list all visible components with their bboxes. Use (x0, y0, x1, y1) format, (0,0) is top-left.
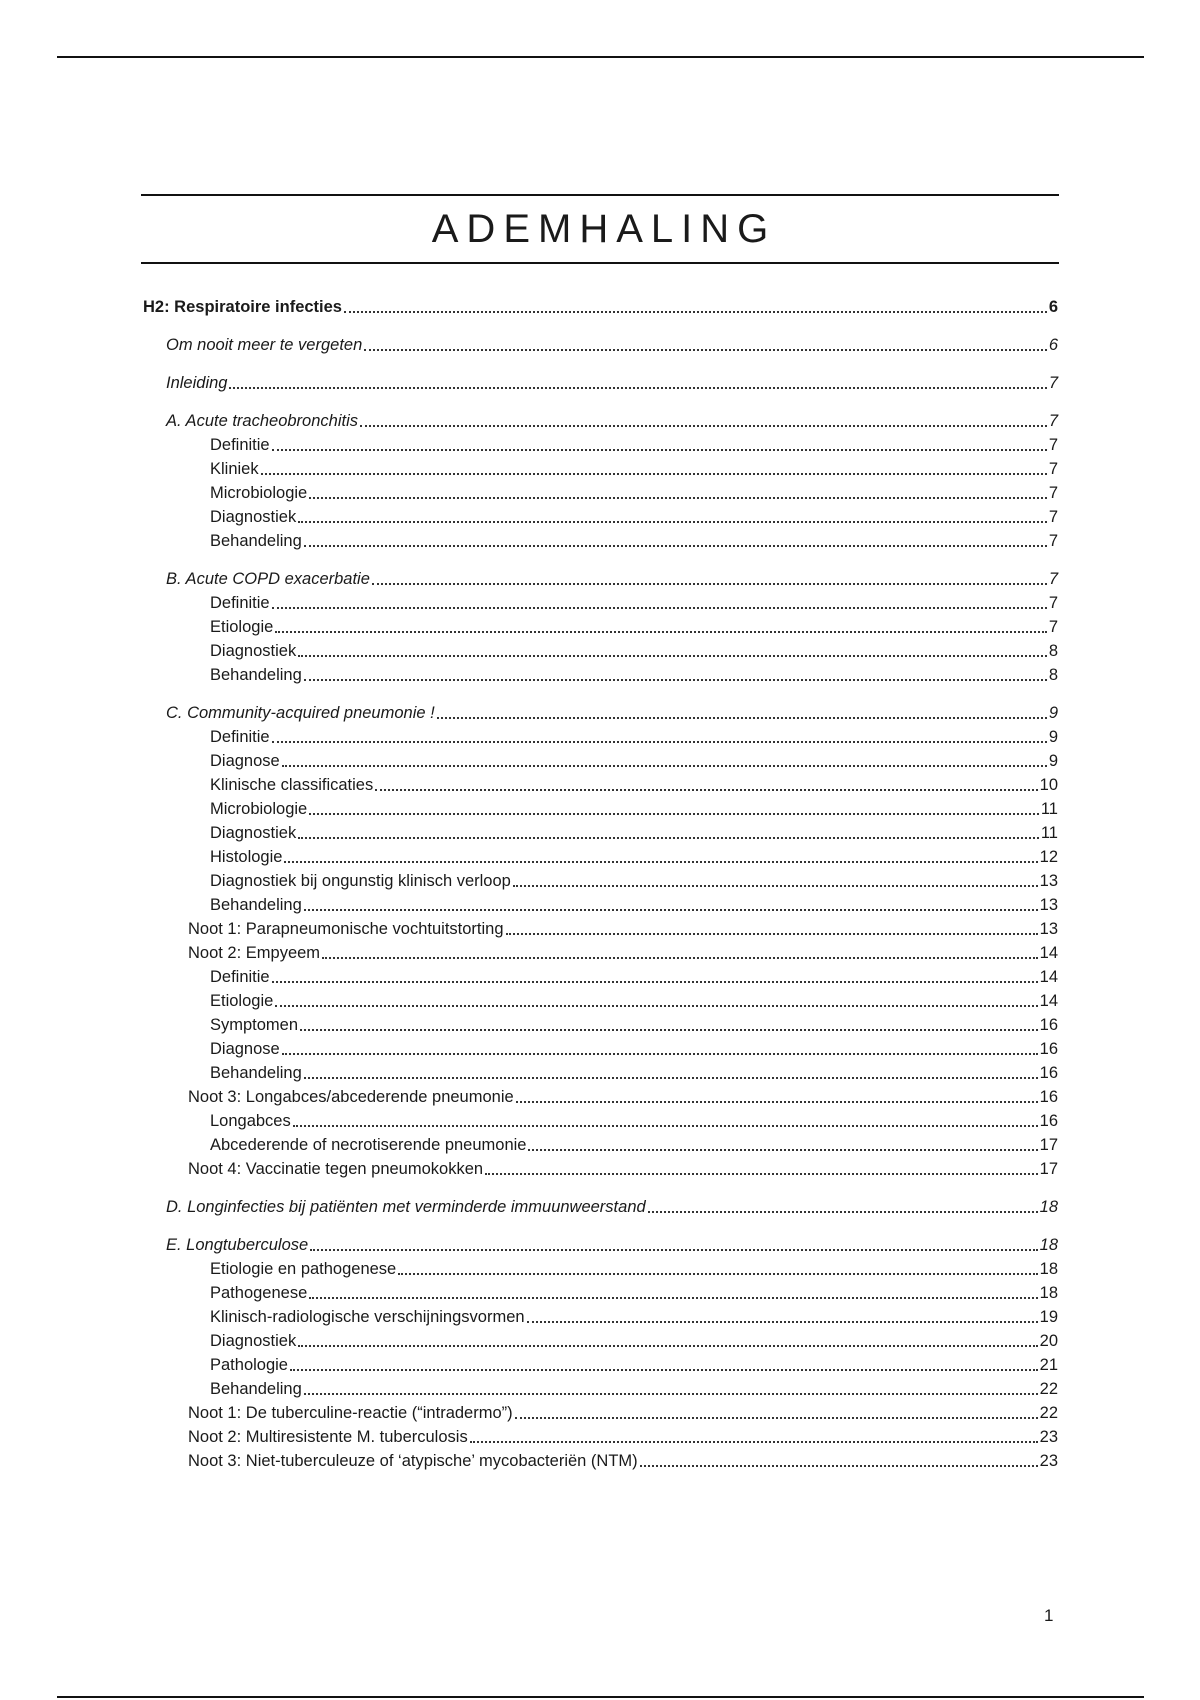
toc-entry[interactable] (143, 701, 1058, 725)
toc-entry-label: Behandeling (210, 666, 302, 684)
toc-entry[interactable] (143, 845, 1058, 869)
toc-entry[interactable] (143, 615, 1058, 639)
toc-entry[interactable] (143, 989, 1058, 1013)
toc-entry[interactable] (143, 893, 1058, 917)
toc-entry-page: 8 (1048, 666, 1058, 684)
toc-entry-label: H2: Respiratoire infecties (143, 298, 342, 316)
toc-entry-label: Klinische classificaties (210, 776, 374, 794)
toc-entry-page: 7 (1048, 570, 1058, 588)
dot-leader (272, 740, 1047, 743)
toc-entry[interactable] (143, 591, 1058, 615)
toc-entry[interactable] (143, 433, 1058, 457)
toc-entry-label: Noot 3: Niet-tuberculeuze of ‘atypische’ mycobacteriën (NTM) (188, 1452, 638, 1470)
toc-entry-label: Behandeling (210, 1064, 302, 1082)
toc-entry-page: 18 (1039, 1260, 1058, 1278)
toc-entry-page: 7 (1048, 484, 1058, 502)
toc-entry-page: 7 (1048, 532, 1058, 550)
toc-entry-label: Behandeling (210, 532, 302, 550)
toc-entry-label: Noot 4: Vaccinatie tegen pneumokokken (188, 1160, 484, 1178)
toc-entry[interactable] (143, 1013, 1058, 1037)
toc-entry-page: 7 (1048, 460, 1058, 478)
toc-entry-label: A. Acute tracheobronchitis (166, 412, 358, 430)
toc-entry-label: Noot 3: Longabces/abcederende pneumonie (188, 1088, 514, 1106)
dot-leader (293, 1124, 1038, 1127)
toc-entry-page: 23 (1039, 1428, 1058, 1446)
toc-entry[interactable] (143, 1085, 1058, 1109)
dot-leader (304, 1076, 1038, 1079)
toc-entry[interactable] (143, 917, 1058, 941)
dot-leader (516, 1100, 1038, 1103)
toc-entry[interactable] (143, 1109, 1058, 1133)
toc-entry-page: 14 (1039, 944, 1058, 962)
dot-leader (528, 1148, 1037, 1151)
toc-entry-label: Symptomen (210, 1016, 299, 1034)
toc-entry-label: Diagnostiek (210, 642, 297, 660)
toc-entry[interactable] (143, 1133, 1058, 1157)
toc-entry-page: 13 (1039, 920, 1058, 938)
toc-entry-label: Histologie (210, 848, 283, 866)
dot-leader (282, 764, 1047, 767)
toc-entry[interactable] (143, 1425, 1058, 1449)
toc-entry[interactable] (143, 1281, 1058, 1305)
toc-entry-label: Diagnose (210, 1040, 280, 1058)
toc-entry-page: 21 (1039, 1356, 1058, 1374)
toc-entry-page: 7 (1048, 412, 1058, 430)
toc-entry[interactable] (143, 821, 1058, 845)
toc-entry-page: 17 (1039, 1160, 1058, 1178)
dot-leader (344, 310, 1047, 313)
toc-entry-label: Behandeling (210, 896, 302, 914)
toc-entry[interactable] (143, 797, 1058, 821)
dot-leader (506, 932, 1038, 935)
toc-entry[interactable] (143, 1037, 1058, 1061)
toc-entry-label: Abcederende of necrotiserende pneumonie (210, 1136, 527, 1154)
toc-entry-page: 14 (1039, 992, 1058, 1010)
dot-leader (364, 348, 1047, 351)
toc-entry-page: 17 (1039, 1136, 1058, 1154)
dot-leader (309, 1296, 1037, 1299)
toc-entry-label: Diagnostiek (210, 508, 297, 526)
toc-entry-page: 13 (1039, 872, 1058, 890)
dot-leader (284, 860, 1037, 863)
toc-entry[interactable] (143, 505, 1058, 529)
toc-entry[interactable] (143, 869, 1058, 893)
dot-leader (275, 630, 1047, 633)
toc-entry-label: Behandeling (210, 1380, 302, 1398)
toc-entry-page: 16 (1039, 1016, 1058, 1034)
toc-entry[interactable] (143, 773, 1058, 797)
toc-entry-page: 16 (1039, 1064, 1058, 1082)
dot-leader (470, 1440, 1038, 1443)
toc-entry-page: 6 (1048, 298, 1058, 316)
dot-leader (375, 788, 1037, 791)
dot-leader (272, 448, 1047, 451)
toc-entry-label: Definitie (210, 968, 270, 986)
toc-entry-label: Etiologie en pathogenese (210, 1260, 397, 1278)
toc-entry-page: 6 (1048, 336, 1058, 354)
dot-leader (648, 1210, 1038, 1213)
dot-leader (275, 1004, 1037, 1007)
toc-entry[interactable] (143, 295, 1058, 319)
document-title: ADEMHALING (431, 206, 777, 251)
dot-leader (515, 1416, 1038, 1419)
toc-entry[interactable] (143, 529, 1058, 553)
dot-leader (298, 654, 1047, 657)
dot-leader (310, 1248, 1037, 1251)
dot-leader (309, 496, 1047, 499)
dot-leader (261, 472, 1047, 475)
toc-entry-page: 16 (1039, 1040, 1058, 1058)
toc-entry-label: Noot 2: Multiresistente M. tuberculosis (188, 1428, 468, 1446)
toc-entry-label: Kliniek (210, 460, 259, 478)
toc-entry-page: 18 (1039, 1198, 1058, 1216)
header-rule (57, 56, 1144, 58)
toc-entry-label: Pathogenese (210, 1284, 308, 1302)
toc-entry[interactable] (143, 1449, 1058, 1473)
toc-entry-label: Diagnostiek bij ongunstig klinisch verloop (210, 872, 511, 890)
table-of-contents (143, 295, 1058, 1473)
toc-entry[interactable] (143, 1353, 1058, 1377)
toc-entry[interactable] (143, 1329, 1058, 1353)
dot-leader (309, 812, 1039, 815)
toc-entry-label: Longabces (210, 1112, 291, 1130)
toc-entry-label: Etiologie (210, 992, 274, 1010)
toc-entry-label: C. Community-acquired pneumonie ! (166, 704, 435, 722)
toc-entry[interactable] (143, 725, 1058, 749)
toc-entry-label: B. Acute COPD exacerbatie (166, 570, 370, 588)
toc-entry-label: E. Longtuberculose (166, 1236, 309, 1254)
toc-entry[interactable] (143, 1061, 1058, 1085)
toc-entry[interactable] (143, 409, 1058, 433)
dot-leader (360, 424, 1047, 427)
dot-leader (272, 606, 1047, 609)
toc-entry[interactable] (143, 371, 1058, 395)
toc-entry[interactable] (143, 457, 1058, 481)
toc-entry[interactable] (143, 663, 1058, 687)
toc-entry[interactable] (143, 1305, 1058, 1329)
dot-leader (513, 884, 1038, 887)
toc-entry[interactable] (143, 639, 1058, 663)
dot-leader (272, 980, 1038, 983)
toc-entry-page: 14 (1039, 968, 1058, 986)
toc-entry-page: 7 (1048, 374, 1058, 392)
toc-entry[interactable] (143, 1195, 1058, 1219)
dot-leader (304, 1392, 1038, 1395)
dot-leader (298, 520, 1047, 523)
toc-entry-page: 9 (1048, 752, 1058, 770)
dot-leader (485, 1172, 1038, 1175)
toc-entry-page: 13 (1039, 896, 1058, 914)
toc-entry-page: 9 (1048, 728, 1058, 746)
toc-entry-label: Om nooit meer te vergeten (166, 336, 363, 354)
toc-entry-label: Microbiologie (210, 484, 308, 502)
dot-leader (372, 582, 1047, 585)
dot-leader (527, 1320, 1038, 1323)
toc-entry-page: 9 (1048, 704, 1058, 722)
toc-entry-page: 22 (1039, 1380, 1058, 1398)
dot-leader (304, 678, 1047, 681)
toc-entry-page: 7 (1048, 618, 1058, 636)
toc-entry[interactable] (143, 1377, 1058, 1401)
toc-entry-label: Definitie (210, 436, 270, 454)
toc-entry[interactable] (143, 481, 1058, 505)
toc-entry[interactable] (143, 1233, 1058, 1257)
dot-leader (300, 1028, 1038, 1031)
toc-entry-page: 16 (1039, 1112, 1058, 1130)
toc-entry-label: Etiologie (210, 618, 274, 636)
toc-entry-page: 23 (1039, 1452, 1058, 1470)
toc-entry-page: 10 (1039, 776, 1058, 794)
toc-entry-page: 7 (1048, 594, 1058, 612)
toc-entry[interactable] (143, 749, 1058, 773)
toc-entry-page: 7 (1048, 436, 1058, 454)
dot-leader (304, 908, 1038, 911)
toc-entry-label: Diagnose (210, 752, 280, 770)
toc-entry-label: Noot 1: Parapneumonische vochtuitstorting (188, 920, 504, 938)
dot-leader (229, 386, 1046, 389)
dot-leader (398, 1272, 1037, 1275)
toc-entry-page: 7 (1048, 508, 1058, 526)
dot-leader (290, 1368, 1038, 1371)
toc-entry-label: D. Longinfecties bij patiënten met verminderde immuunweerstand (166, 1198, 646, 1216)
toc-entry-page: 22 (1039, 1404, 1058, 1422)
toc-entry-label: Definitie (210, 728, 270, 746)
toc-entry-label: Diagnostiek (210, 1332, 297, 1350)
title-box (141, 194, 1059, 264)
toc-entry[interactable] (143, 1157, 1058, 1181)
toc-entry-label: Noot 2: Empyeem (188, 944, 321, 962)
toc-entry[interactable] (143, 941, 1058, 965)
dot-leader (640, 1464, 1038, 1467)
dot-leader (282, 1052, 1038, 1055)
dot-leader (304, 544, 1047, 547)
toc-entry-label: Diagnostiek (210, 824, 297, 842)
toc-entry[interactable] (143, 567, 1058, 591)
toc-entry[interactable] (143, 333, 1058, 357)
toc-entry-page: 8 (1048, 642, 1058, 660)
dot-leader (298, 836, 1039, 839)
footer-rule (57, 1696, 1144, 1698)
toc-entry-page: 18 (1039, 1236, 1058, 1254)
toc-entry-page: 20 (1039, 1332, 1058, 1350)
toc-entry[interactable] (143, 1257, 1058, 1281)
toc-entry-page: 11 (1040, 800, 1058, 818)
toc-entry-label: Microbiologie (210, 800, 308, 818)
toc-entry-label: Inleiding (166, 374, 228, 392)
toc-entry-label: Definitie (210, 594, 270, 612)
toc-entry-page: 12 (1039, 848, 1058, 866)
toc-entry-label: Pathologie (210, 1356, 288, 1374)
toc-entry-page: 19 (1039, 1308, 1058, 1326)
page-number: 1 (1044, 1606, 1054, 1625)
toc-entry-page: 16 (1039, 1088, 1058, 1106)
dot-leader (298, 1344, 1037, 1347)
dot-leader (322, 956, 1038, 959)
toc-entry-label: Klinisch-radiologische verschijningsvormen (210, 1308, 525, 1326)
toc-entry-page: 18 (1039, 1284, 1058, 1302)
toc-entry[interactable] (143, 965, 1058, 989)
toc-entry-label: Noot 1: De tuberculine-reactie (“intradermo”) (188, 1404, 513, 1422)
dot-leader (437, 716, 1047, 719)
toc-entry[interactable] (143, 1401, 1058, 1425)
toc-entry-page: 11 (1040, 824, 1058, 842)
